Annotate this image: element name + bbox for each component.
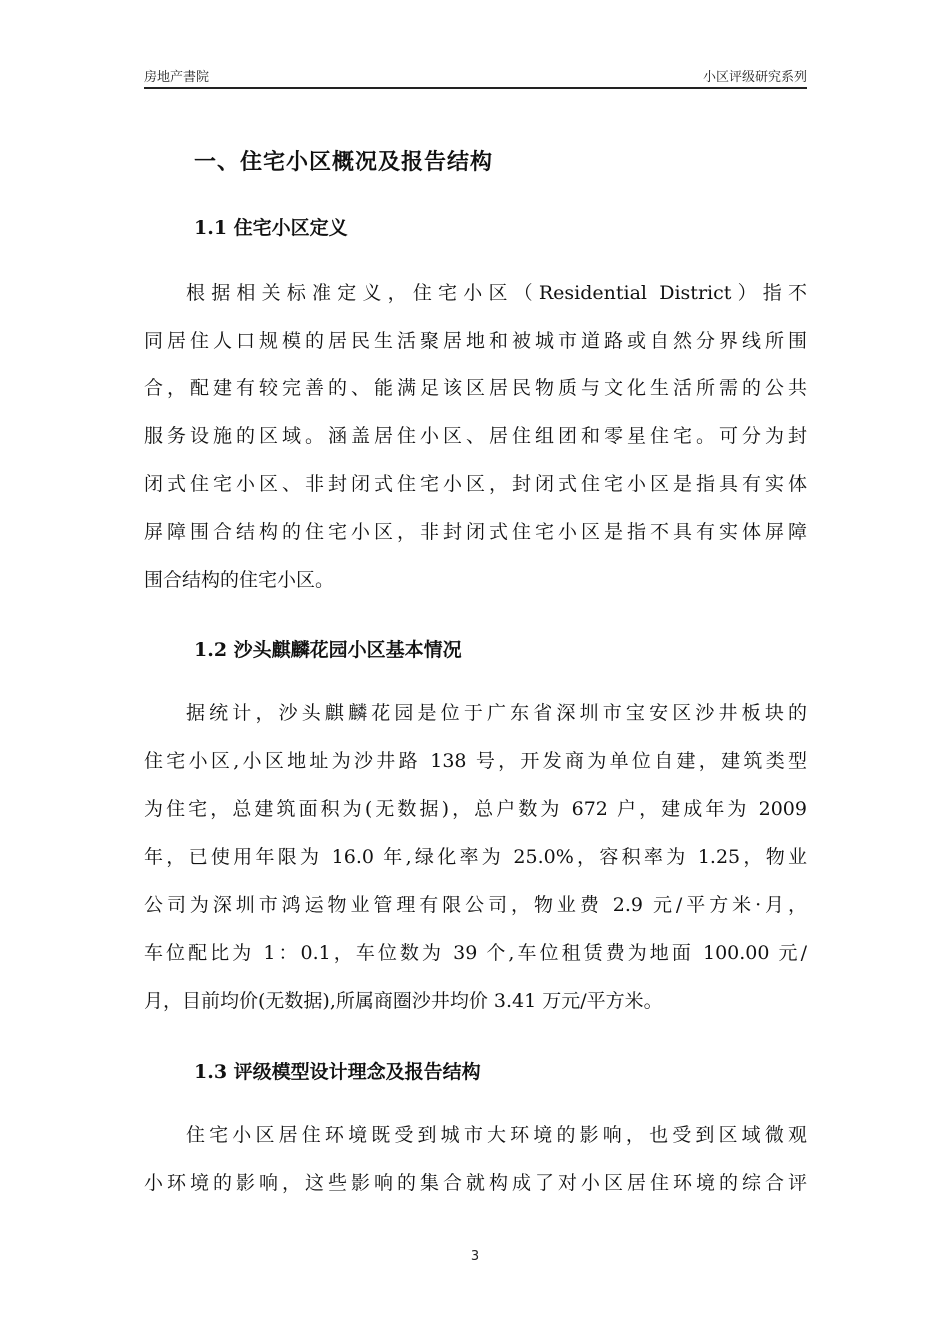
header-publisher: 房地产書院	[144, 70, 210, 85]
section-heading-1-3: 1.3 评级模型设计理念及报告结构	[194, 1061, 481, 1083]
paragraph-line: 根据相关标准定义，住宅小区（Residential District）指不	[186, 282, 807, 304]
paragraph-line: 围合结构的住宅小区。	[144, 569, 335, 591]
header-divider	[144, 87, 807, 89]
paragraph-line: 闭式住宅小区、非封闭式住宅小区，封闭式住宅小区是指具有实体	[144, 473, 807, 495]
page-header	[144, 66, 807, 88]
page-number: 3	[470, 1249, 480, 1264]
paragraph-line: 屏障围合结构的住宅小区，非封闭式住宅小区是指不具有实体屏障	[144, 521, 807, 543]
paragraph-line: 小环境的影响，这些影响的集合就构成了对小区居住环境的综合评	[144, 1172, 807, 1194]
paragraph-line: 同居住人口规模的居民生活聚居地和被城市道路或自然分界线所围	[144, 330, 807, 352]
paragraph-line: 车位配比为 1：0.1，车位数为 39 个,车位租赁费为地面 100.00 元/	[144, 942, 807, 964]
paragraph-line: 为住宅，总建筑面积为(无数据)，总户数为 672 户，建成年为 2009	[144, 798, 807, 820]
paragraph-line: 合，配建有较完善的、能满足该区居民物质与文化生活所需的公共	[144, 377, 807, 399]
paragraph-line: 年，已使用年限为 16.0 年,绿化率为 25.0%，容积率为 1.25，物业	[144, 846, 807, 868]
paragraph-line: 住宅小区居住环境既受到城市大环境的影响，也受到区域微观	[186, 1124, 807, 1146]
paragraph-line: 服务设施的区域。涵盖居住小区、居住组团和零星住宅。可分为封	[144, 425, 807, 447]
paragraph-line: 住宅小区,小区地址为沙井路 138 号，开发商为单位自建，建筑类型	[144, 750, 807, 772]
header-series: 小区评级研究系列	[702, 70, 807, 85]
section-heading-1-2: 1.2 沙头麒麟花园小区基本情况	[194, 639, 462, 661]
section-heading-1-1: 1.1 住宅小区定义	[194, 217, 348, 239]
paragraph-line: 月，目前均价(无数据),所属商圈沙井均价 3.41 万元/平方米。	[144, 990, 663, 1012]
paragraph-line: 据统计，沙头麒麟花园是位于广东省深圳市宝安区沙井板块的	[186, 702, 807, 724]
paragraph-line: 公司为深圳市鸿运物业管理有限公司，物业费 2.9 元/平方米·月，	[144, 894, 807, 916]
chapter-title: 一、住宅小区概况及报告结构	[194, 150, 494, 175]
